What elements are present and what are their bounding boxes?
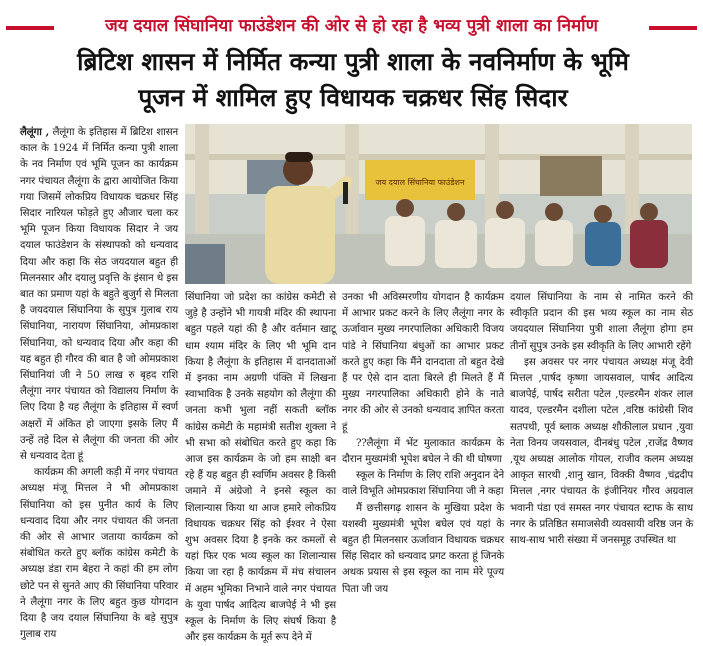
kicker-rule-left [6, 26, 54, 30]
headline-line-1: ब्रिटिश शासन में निर्मित कन्या पुत्री शाला के नवनिर्माण के भूमि [77, 47, 629, 76]
paragraph: स्कूल के निर्माण के लिए राशि अनुदान देने वाले विभूति ओमप्रकाश सिंघानिया जी ने कहा [342, 470, 504, 498]
paragraph: दयाल सिंघानिया के नाम से नामित करने की स्वीकृति प्रदान की इस भव्य स्कूल का नाम सेठ जयदयाल सिंघानिया पुत्री शाला लैलूंगा होगा हम तीनों सुपुत्र उनके इस स्वीकृति के लिए आभारी रहेंगे [510, 292, 693, 352]
kicker-rule-right [649, 26, 697, 30]
paragraph: उनका भी अविस्मरणीय योगदान है कार्यक्रम में आभार प्रकट करने के लिए लैलूंगा नगर के ऊर्जावान मुख्य नगरपालिका अधिकारी विजय पांडे ने सिंघानिया बंधुओं का आभार प्रकट करते हुए कहा कि मैंने दानदाता तो बहुत देखे हैं पर ऐसे दान दाता बिरले ही मिलते हैं मैं मुख्य नगरपालिका अधिकारी होने के नाते नगर की ओर से उनको धन्यवाद ज्ञापित करता हूं [342, 292, 504, 433]
paragraph-text: लैलूंगा के इतिहास में ब्रिटिश शासन काल के 1924 में निर्मित कन्या पुत्री शाला के नव निर्माण एवं भूमि पूजन का कार्यक्रम नगर पंचायत लैलूंगा के द्वारा आयोजित किया गया जिसमें लोकप्रिय विधायक चक्रधर सिंह सिदार नारियल फोड़ते हुए औजार चला कर भूमि पूजन किया विधायक सिदार ने जय दयाल फाउंडेशन के संस्थापको को धन्यवाद दिया और कहा कि सेठ जयदयाल बहुत ही मिलनसार और दयालु प्रवृत्ति के इंसान थे इस बात का प्रमाण यहां के बहुते बुजुर्ग से मिलता है जयदयाल सिंघानिया के सुपुत्र गुलाब राय सिंघानिया, नारायण सिंघानिया, ओमप्रकाश सिंघानिया, को धन्यवाद दिया और कहा की यह बहुत ही गौरव की बात है जो ओमप्रकाश सिंघानियां जी ने 50 लाख रु बृहद राशि लैलूंगा नगर पंचायत को विद्यालय निर्माण के लिए दिया है यह लैलूंगा के इतिहास में स्वर्ण अक्षरों में अंकित हो जाएगा इसके लिए मैं उन्हें तहे दिल से लैलूंगा की जनता की ओर से धन्यवाद देता हूं [20, 127, 178, 463]
photo-illustration [185, 124, 692, 284]
headline-line-2: पूजन में शामिल हुए विधायक चक्रधर सिंह सिदार [138, 83, 568, 112]
kicker-strap [6, 12, 697, 40]
paragraph: इस अवसर पर नगर पंचायत अध्यक्ष मंजू देवी मित्तल ,पार्षद कृष्णा जायसवाल, पार्षद आदित्य बाजपेई, पार्षद सरीता पटेल ,एल्डरमैन शंकर लाल यादव, एल्डरमैन दशीला पटेल ,वरिष्ठ कांग्रेसी शिव सतपथी, पूर्व ब्लाक अध्यक्ष शौकीलाल प्रधान ,युवा नेता विनय जयसवाल, दीनबंधु पटेल ,राजेंद्र वैष्णव ,यूथ अध्यक्ष आलोक गोयल, राजीव कलम अध्यक्ष आकृत सारथी ,शानु खान, विक्की वैष्णव ,चंद्रदीप मित्तल ,नगर पंचायत के इंजीनियर गौरव अग्रवाल भवानी पंडा एवं समस्त नगर पंचायत स्टाफ के साथ नगर के प्रतिष्ठित समाजसेवी व्यवसायी वरिष्ठ जन के साथ-साथ भारी संख्या में जनसमूह उपस्थित था [510, 356, 693, 547]
article-column-1 [20, 124, 178, 641]
kicker-text: जय दयाल सिंघानिया फाउंडेशन की ओर से हो रहा है भव्य पुत्री शाला का निर्माण [105, 16, 598, 36]
paragraph: मैं छत्तीसगढ़ शासन के मुखिया प्रदेश के यशस्वी मुख्यमंत्री भूपेश बघेल एवं यहां के बहुत ही मिलनसार ऊर्जावान विधायक चक्रधर सिंह सिदार को धन्यवाद प्रगट करता हूं जिनके अथक प्रयास से इस स्कूल का नाम मेरे पूज्य पिता जी जय [342, 502, 504, 595]
photo-banner-text: जय दयाल सिंघानिया फाउंडेशन [375, 178, 465, 187]
article-column-4 [510, 290, 693, 606]
headline [8, 44, 698, 116]
paragraph [20, 124, 178, 465]
paragraph: कार्यक्रम की अगली कड़ी में नगर पंचायत अध्यक्ष मंजू मित्तल ने भी ओमप्रकाश सिंघानिया को इस पुनीत कार्य के लिए धन्यवाद दिया और नगर पंचायत की जनता की ओर से आभार जताया कार्यक्रम को संबोधित करते हुए ब्लॉक कांग्रेस कमेटी के अध्यक्ष डंडा राम बेहरा ने कहां की हम लोग छोटे पन से सुनते आए की सिंघानिया परिवार ने लैलूंगा नगर के लिए बहुत कुछ योगदान दिया है जय दयाल सिंघानिया के बड़े सुपुत्र गुलाब राय [20, 467, 178, 641]
paragraph: ??लैलूंगा में भेंट मुलाकात कार्यक्रम के दौरान मुख्यमंत्री भूपेश बघेल ने की थी घोषणा [342, 437, 504, 466]
dateline: लैलूंगा , [20, 126, 50, 138]
paragraph: सिंघानिया जो प्रदेश का कांग्रेस कमेटी से जुड़े है उन्होंने भी गायत्री मंदिर की स्थापना बहुत पहले यहां की है और वर्तमान खाटू धाम श्याम मंदिर के लिए भी भूमि दान किया है लैलूंगा के इतिहास में दानदाताओं में इनका नाम अग्रणी पंक्ति में लिखना स्वाभाविक है उनके सहयोग को लैलूंगा की जनता कभी भुला नहीं सकती ब्लॉक कांग्रेस कमेटी के महामंत्री सतीश शुक्ला ने भी सभा को संबोधित करते हुए कहा कि आज इस कार्यक्रम के जो हम साक्षी बन रहे हैं यह बहुत ही स्वर्णिम अवसर है किसी जमाने में अंग्रेजो ने इनसे स्कूल का शिलान्यास किया था आज हमारे लोकप्रिय विधायक चक्रधर सिंह को ईश्वर ने ऐसा शुभ अवसर दिया है इनके कर कमलों से यहां फिर एक भव्य स्कूल का शिलान्यास किया जा रहा है कार्यक्रम में मंच संचालन में अहम भूमिका निभाने वाले नगर पंचायत के युवा पार्षद आदित्य बाजपेई ने भी इस स्कूल के निर्माण के लिए संघर्ष किया है और इस कार्यक्रम के मूर्त रूप देने में [185, 292, 336, 644]
article-column-2 [185, 290, 336, 644]
event-photo [185, 124, 692, 284]
article-column-3 [342, 290, 504, 606]
